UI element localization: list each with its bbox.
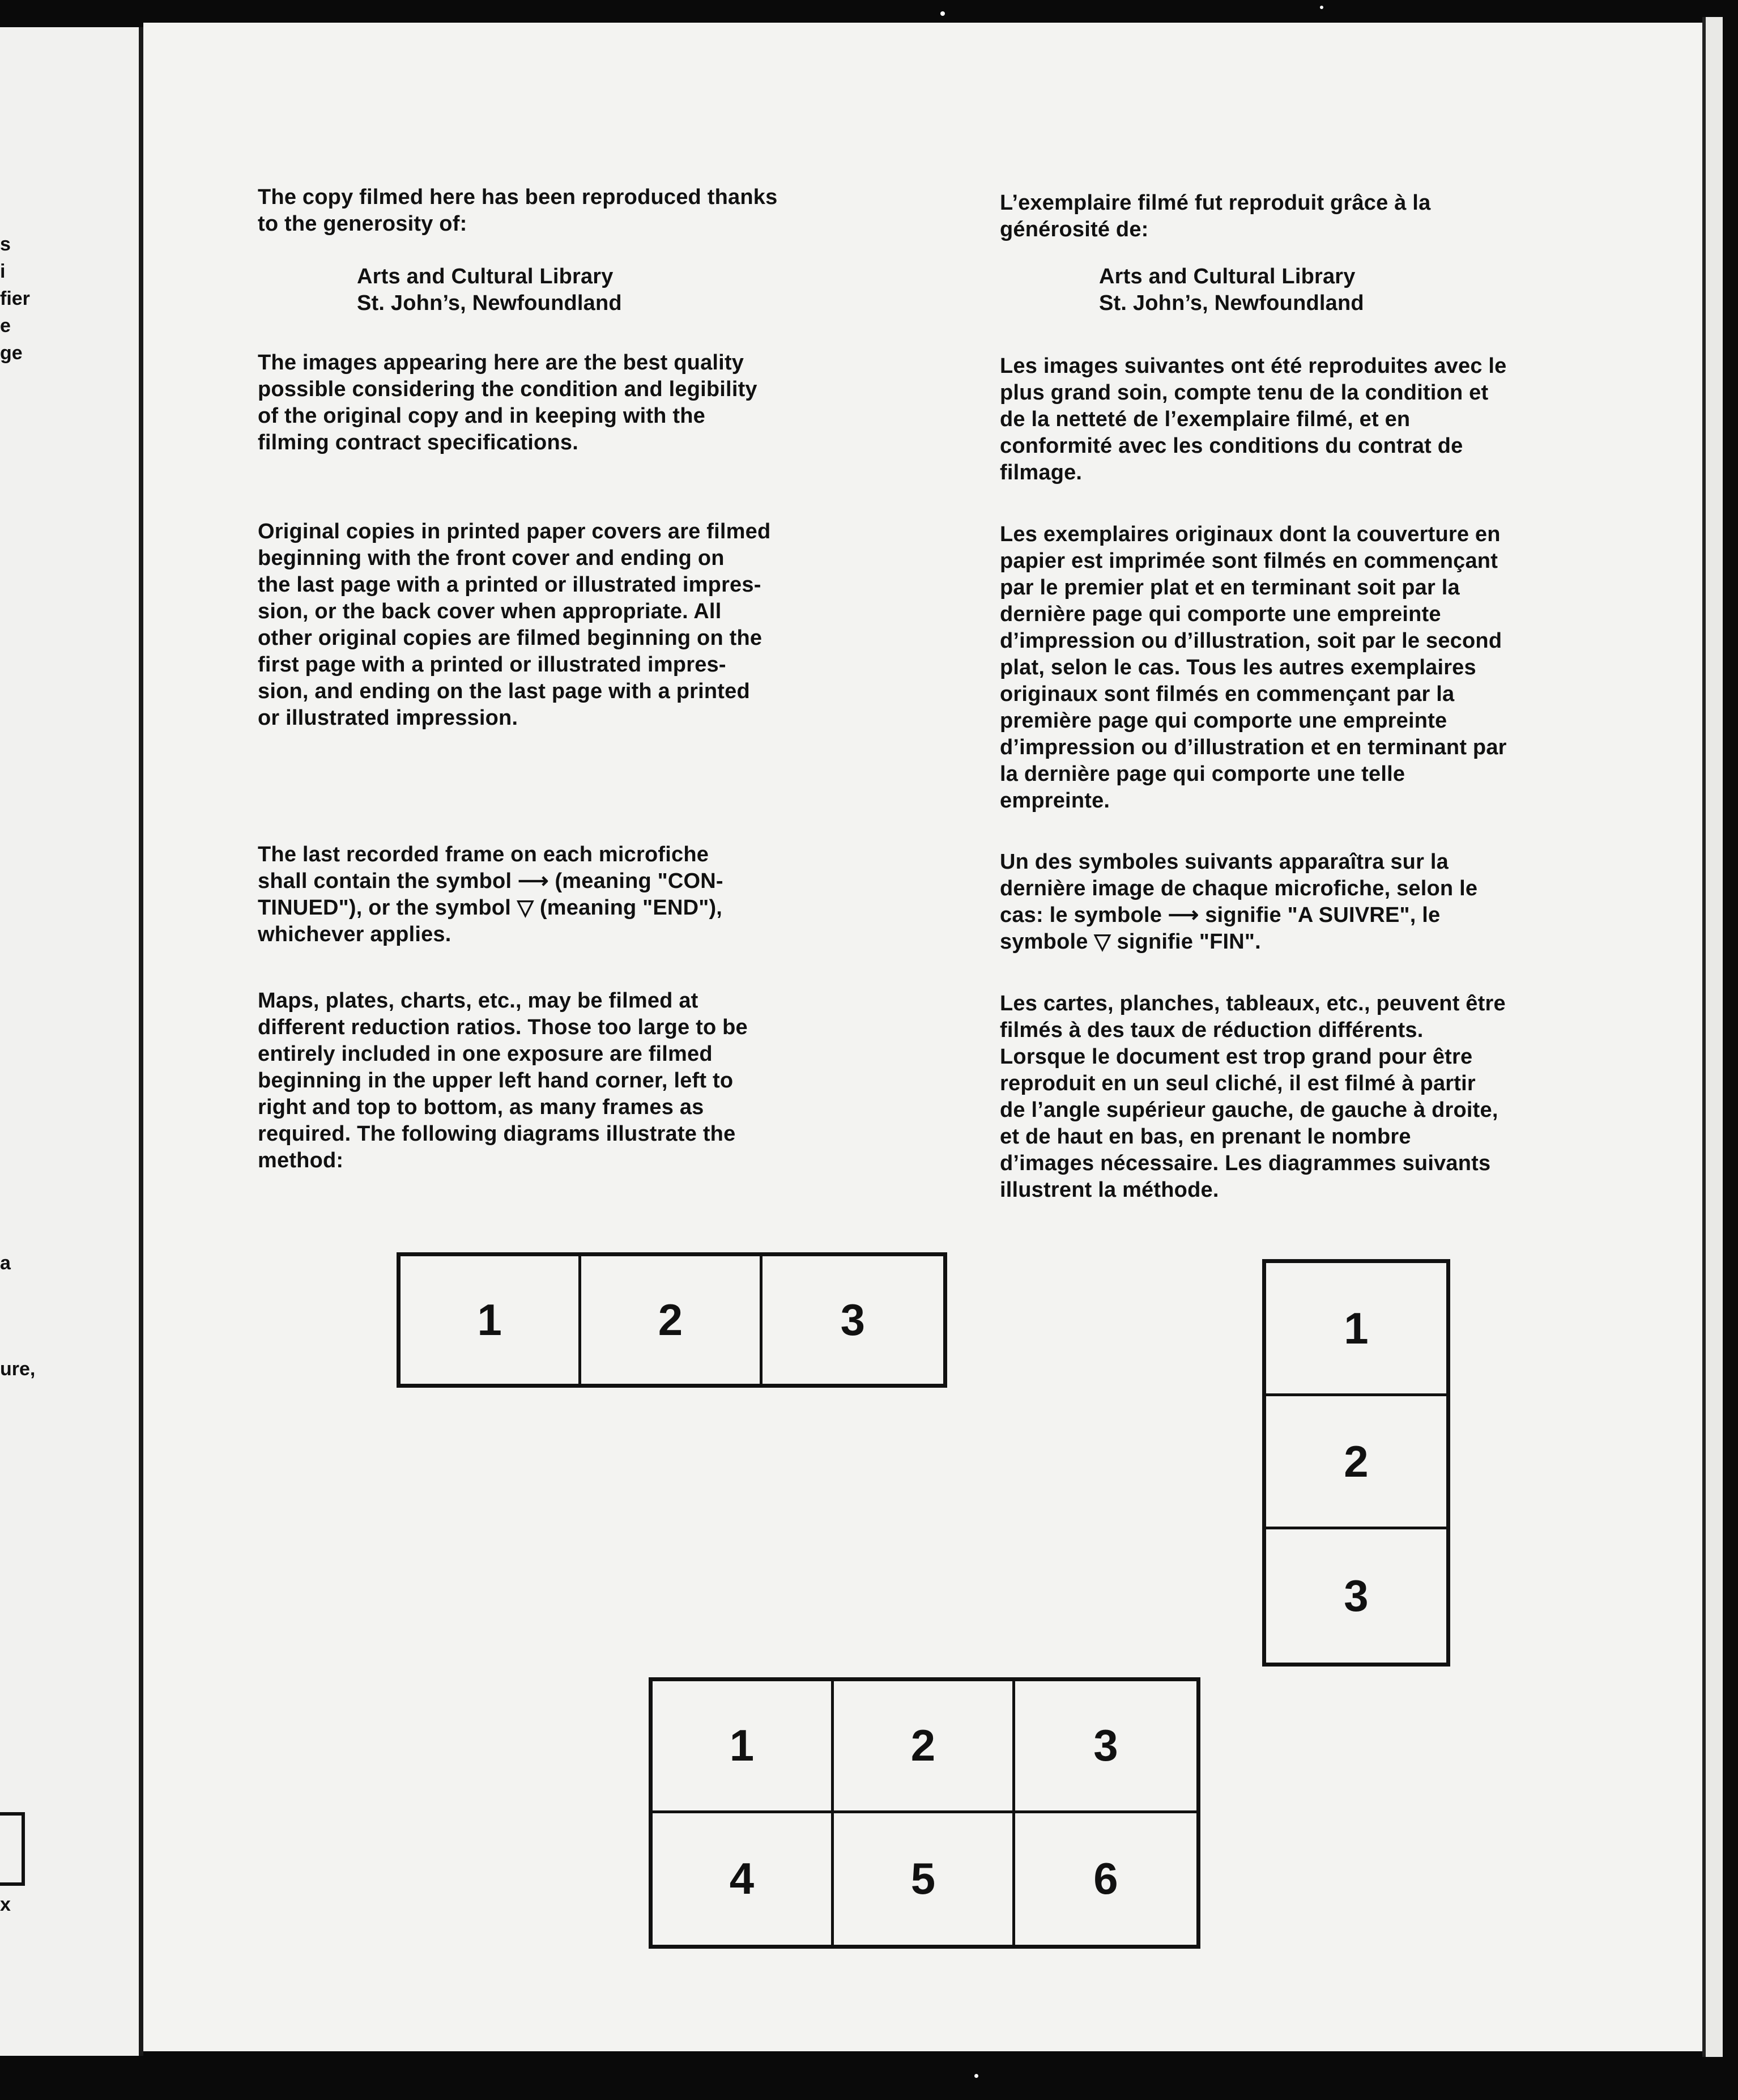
horizontal-frames-diagram — [397, 1252, 947, 1388]
vertical-frames-diagram — [1262, 1259, 1450, 1667]
left-fragment: i — [0, 261, 6, 282]
fr-maps-paragraph: Les cartes, planches, tableaux, etc., peuvent être filmés à des taux de réduction différents. Lorsque le document est trop grand pour être reproduit en un seul cliché, il est filmé à partir de l’angle supérieur gauche, de gauche à droite, et de haut en bas, en prenant le nombre d’images nécessaire. Les diagrammes suivants illustrent la méthode. — [1000, 992, 1506, 1202]
fr-library-name: Arts and Cultural Library — [1099, 265, 1356, 288]
fr-library-location: St. John’s, Newfoundland — [1099, 291, 1364, 315]
frame-cell: 2 — [834, 1681, 1015, 1813]
frame-cell: 2 — [581, 1256, 762, 1384]
frame-cell: 3 — [1344, 1571, 1369, 1621]
frame-cell: 3 — [1015, 1681, 1196, 1813]
fr-acknowledgement: L’exemplaire filmé fut reproduit grâce à la générosité de: — [1000, 191, 1431, 241]
left-fragment: ure, — [0, 1358, 36, 1380]
en-library-location: St. John’s, Newfoundland — [357, 291, 622, 315]
left-fragment: s — [0, 233, 11, 255]
en-symbols-paragraph: The last recorded frame on each microfiche shall contain the symbol ⟶ (meaning "CON- TINUED"), or the symbol ▽ (meaning "END"), whichever applies. — [258, 843, 723, 946]
left-fragment: e — [0, 315, 11, 337]
frame-cell: 1 — [401, 1256, 581, 1384]
left-fragment: a — [0, 1252, 11, 1274]
frame-cell: 1 — [653, 1681, 834, 1813]
en-acknowledgement: The copy filmed here has been reproduced thanks to the generosity of: — [258, 185, 778, 236]
en-quality-paragraph: The images appearing here are the best quality possible considering the condition and legibility of the original copy and in keeping with the filming contract specifications. — [258, 351, 757, 454]
en-maps-paragraph: Maps, plates, charts, etc., may be filmed at different reduction ratios. Those too large to be entirely included in one exposure are filmed beginning in the upper left hand corner, left to right and top to bottom, as many frames as required. The following diagrams illustrate the method: — [258, 989, 748, 1172]
en-library-name: Arts and Cultural Library — [357, 265, 614, 288]
scan-speck — [1320, 6, 1323, 9]
grid-frames-diagram — [649, 1677, 1200, 1949]
frame-cell: 2 — [1266, 1396, 1446, 1529]
fr-quality-paragraph: Les images suivantes ont été reproduites avec le plus grand soin, compte tenu de la condition et de la netteté de l’exemplaire filmé, et en conformité avec les conditions du contrat de filmage. — [1000, 354, 1507, 484]
frame-cell: 6 — [1093, 1854, 1118, 1904]
frame-cell: 1 — [1266, 1263, 1446, 1396]
left-fragment: x — [0, 1894, 11, 1915]
page-gutter — [139, 27, 143, 2056]
fr-originals-paragraph: Les exemplaires originaux dont la couverture en papier est imprimée sont filmés en commençant par le premier plat et en terminant soit par la dernière page qui comporte une empreinte d’impression ou d’illustration, soit par le second plat, selon le cas. Tous les autres exemplaires originaux sont filmés en commençant par la première page qui comporte une empreinte d’impression ou d’illustration et en terminant par la dernière page qui comporte une telle empreinte. — [1000, 522, 1507, 813]
frame-cell: 5 — [834, 1813, 1015, 1945]
frame-cell: 4 — [653, 1813, 834, 1945]
left-fragment: ge — [0, 342, 23, 364]
fr-symbols-paragraph: Un des symboles suivants apparaîtra sur la dernière image de chaque microfiche, selon le cas: le symbole ⟶ signifie "A SUIVRE", le symbole ▽ signifie "FIN". — [1000, 850, 1478, 954]
left-fragment-box — [0, 1812, 25, 1886]
page-right-edge — [1702, 17, 1723, 2057]
scan-speck — [940, 11, 945, 16]
left-fragment: fier — [0, 288, 30, 309]
scan-speck — [974, 2074, 978, 2078]
en-originals-paragraph: Original copies in printed paper covers are filmed beginning with the front cover and ending on the last page with a printed or illustrated impres- sion, or the back cover when appropriate. All other original copies are filmed beginning on the first page with a printed or illustrated impres- sion, and ending on the last page with a printed or illustrated impression. — [258, 520, 771, 730]
frame-cell: 3 — [840, 1295, 866, 1345]
adjacent-page-strip — [0, 27, 139, 2056]
